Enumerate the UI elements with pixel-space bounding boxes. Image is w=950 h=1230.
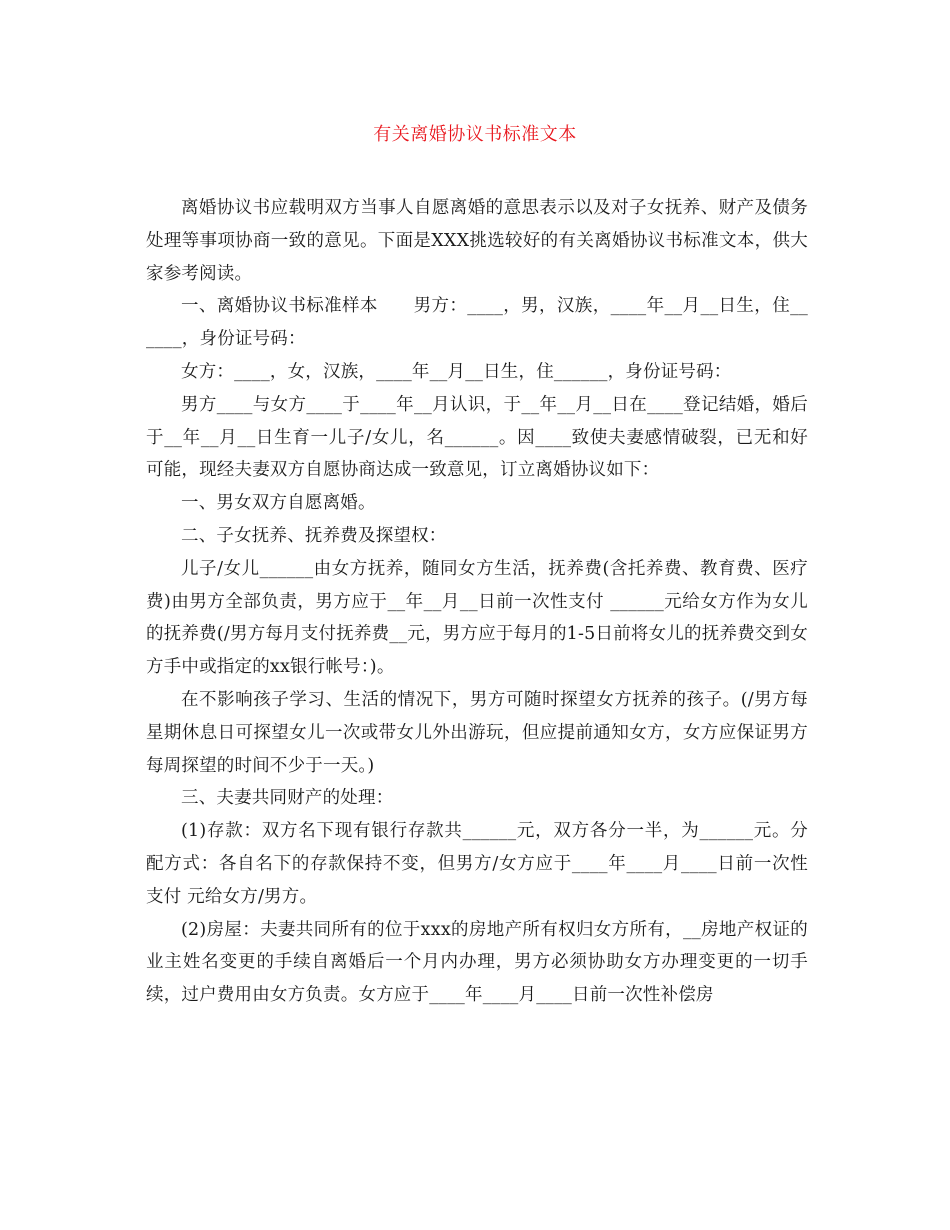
clause-3-heading: 三、夫妻共同财产的处理： bbox=[181, 788, 394, 809]
sample-heading-paragraph: 一、离婚协议书标准样本 男方：____，男，汉族，____年__月__日生，住______，身份证号码： bbox=[146, 296, 808, 350]
marriage-background-paragraph: 男方____与女方____于____年__月认识，于__年__月__日在____登记结婚，婚后于__年__月__日生育一儿子/女儿，名______。因____致使夫妻感情破裂，已无和好可能，现经夫妻双方自愿协商达成一致意见，订立离婚协议如下： bbox=[146, 394, 808, 481]
visitation-paragraph: 在不影响孩子学习、生活的情况下，男方可随时探望女方抚养的孩子。(/男方每星期休息日可探望女儿一次或带女儿外出游玩，但应提前通知女方，女方应保证男方每周探望的时间不少于一天。) bbox=[146, 689, 808, 776]
document-body bbox=[146, 192, 808, 1012]
clause-2-heading: 二、子女抚养、抚养费及探望权： bbox=[181, 525, 447, 546]
clause-1-paragraph: 一、男女双方自愿离婚。 bbox=[181, 493, 376, 514]
document-title: 有关离婚协议书标准文本 bbox=[373, 124, 577, 145]
child-support-paragraph: 儿子/女儿______由女方抚养，随同女方生活，抚养费(含托养费、教育费、医疗费)由男方全部负责，男方应于__年__月__日前一次性支付 ______元给女方作为女儿的抚养费(/男方每月支付抚养费__元，男方应于每月的1-5日前将女儿的抚养费交到女方手中或指定的xx银行帐号：)。 bbox=[146, 558, 808, 678]
intro-paragraph: 离婚协议书应载明双方当事人自愿离婚的意思表示以及对子女抚养、财产及债务处理等事项协商一致的意见。下面是XXX挑选较好的有关离婚协议书标准文本，供大家参考阅读。 bbox=[146, 198, 808, 284]
housing-paragraph: (2)房屋：夫妻共同所有的位于xxx的房地产所有权归女方所有，__房地产权证的业主姓名变更的手续自离婚后一个月内办理，男方必须协助女方办理变更的一切手续，过户费用由女方负责。女方应于____年____月____日前一次性补偿房 bbox=[146, 919, 808, 1006]
wife-info-paragraph: 女方：____，女，汉族，____年__月__日生，住______，身份证号码： bbox=[181, 361, 732, 382]
savings-paragraph: (1)存款：双方名下现有银行存款共______元，双方各分一半，为______元。分配方式：各自名下的存款保持不变，但男方/女方应于____年____月____日前一次性支付 元给女方/男方。 bbox=[146, 821, 808, 907]
